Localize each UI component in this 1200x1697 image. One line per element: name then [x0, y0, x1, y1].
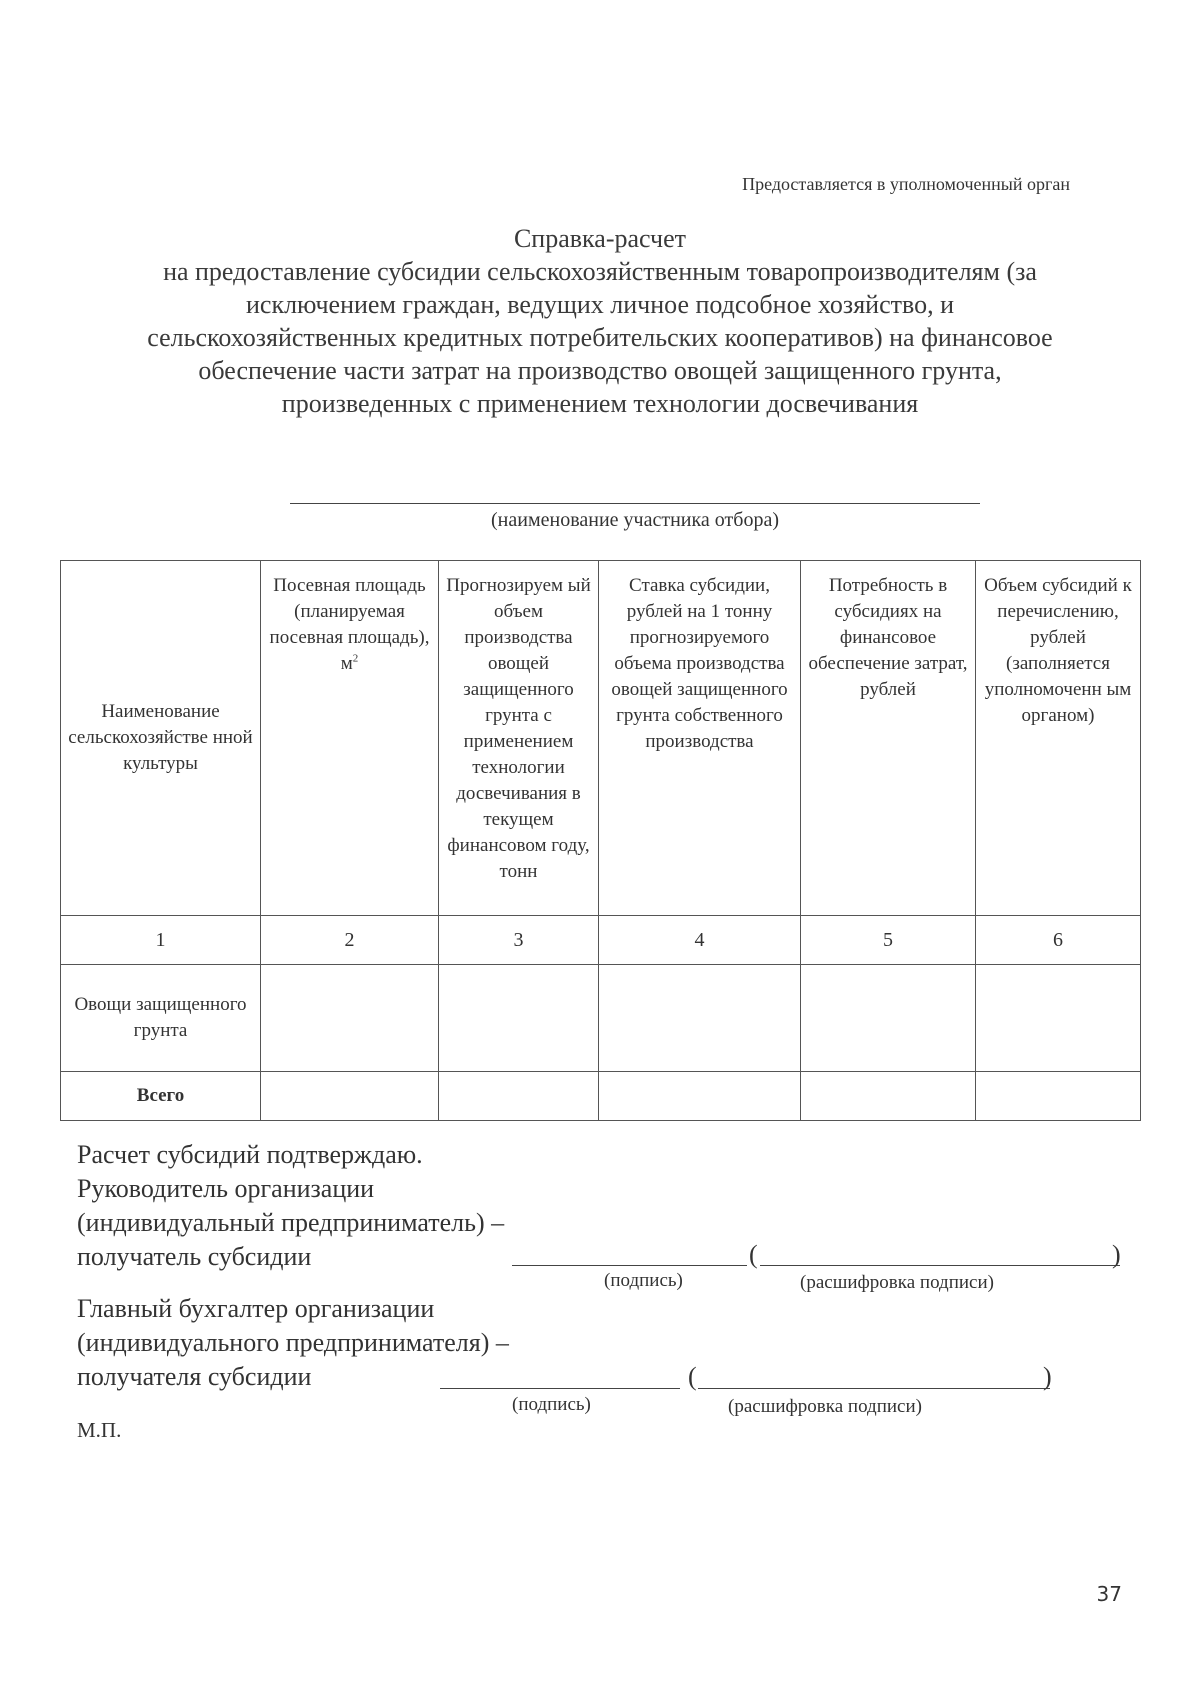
title-line: на предоставление субсидии сельскохозяйственным товаропроизводителям (за	[163, 257, 1037, 286]
column-number: 5	[801, 916, 976, 965]
accountant-block	[77, 1292, 509, 1394]
subsidy-table	[60, 560, 1141, 1121]
column-number: 2	[261, 916, 439, 965]
accountant-line: (индивидуального предпринимателя) –	[77, 1328, 509, 1357]
table-cell[interactable]	[599, 1072, 801, 1121]
table-cell[interactable]	[801, 965, 976, 1072]
title-line: обеспечение части затрат на производство овощей защищенного грунта,	[198, 356, 1002, 385]
header-crop-name: Наименование сельскохозяйстве нной культуры	[61, 561, 261, 916]
participant-caption: (наименование участника отбора)	[491, 509, 779, 531]
stamp-label: М.П.	[77, 1418, 122, 1442]
head-signature-line[interactable]	[512, 1265, 747, 1266]
confirm-line: получатель субсидии	[77, 1242, 312, 1271]
title-line: произведенных с применением технологии досвечивания	[281, 389, 919, 418]
header-forecast-volume: Прогнозируем ый объем производства овощей защищенного грунта с применением технологии досвечивания в текущем финансовом году, тонн	[439, 561, 599, 916]
column-number: 1	[61, 916, 261, 965]
table-cell[interactable]	[976, 965, 1141, 1072]
header-subsidy-need: Потребность в субсидиях на финансовое обеспечение затрат, рублей	[801, 561, 976, 916]
table-cell[interactable]	[439, 965, 599, 1072]
confirm-line: Руководитель организации	[77, 1174, 375, 1203]
accountant-line: получателя субсидии	[77, 1362, 312, 1391]
table-row-total	[61, 1072, 1141, 1121]
column-number: 4	[599, 916, 801, 965]
row-label-total: Всего	[61, 1072, 261, 1121]
header-sown-area: Посевная площадь (планируемая посевная площадь), $м^2$	[261, 561, 439, 916]
table-cell[interactable]	[261, 965, 439, 1072]
close-paren: )	[1043, 1362, 1052, 1391]
open-paren: (	[688, 1362, 697, 1391]
confirm-line: (индивидуальный предприниматель) –	[77, 1208, 505, 1237]
close-paren: )	[1112, 1240, 1121, 1269]
table-row	[61, 965, 1141, 1072]
table-cell[interactable]	[261, 1072, 439, 1121]
column-number-row	[61, 916, 1141, 965]
column-number: 3	[439, 916, 599, 965]
confirm-block	[77, 1138, 504, 1274]
accountant-signature-line[interactable]	[440, 1388, 680, 1389]
header-subsidy-rate: Ставка субсидии, рублей на 1 тонну прогнозируемого объема производства овощей защищенного грунта собственного производства	[599, 561, 801, 916]
accountant-line: Главный бухгалтер организации	[77, 1294, 435, 1323]
table-cell[interactable]	[599, 965, 801, 1072]
decode-caption: (расшифровка подписи)	[800, 1272, 994, 1293]
header-subsidy-amount: Объем субсидий к перечислению, рублей (заполняется уполномоченн ым органом)	[976, 561, 1141, 916]
table-cell[interactable]	[439, 1072, 599, 1121]
open-paren: (	[749, 1240, 758, 1269]
decode-caption: (расшифровка подписи)	[728, 1396, 922, 1417]
table-header-row	[61, 561, 1141, 916]
column-number: 6	[976, 916, 1141, 965]
header-note: Предоставляется в уполномоченный орган	[742, 174, 1070, 194]
signature-caption: (подпись)	[512, 1394, 591, 1415]
table-cell[interactable]	[976, 1072, 1141, 1121]
title-line: сельскохозяйственных кредитных потребительских кооперативов) на финансовое	[147, 323, 1053, 352]
signature-caption: (подпись)	[604, 1270, 683, 1291]
row-label-vegetables: Овощи защищенного грунта	[61, 965, 261, 1072]
document-title	[60, 222, 1140, 420]
participant-name-line[interactable]	[290, 503, 980, 504]
superscript-2: 2	[352, 652, 359, 665]
head-decode-line[interactable]	[760, 1265, 1120, 1266]
accountant-decode-line[interactable]	[698, 1388, 1050, 1389]
title-line: исключением граждан, ведущих личное подсобное хозяйство, и	[245, 290, 954, 319]
page-number: 37	[1096, 1582, 1122, 1606]
confirm-line: Расчет субсидий подтверждаю.	[77, 1140, 423, 1169]
title-main: Справка-расчет	[513, 224, 687, 253]
table-cell[interactable]	[801, 1072, 976, 1121]
